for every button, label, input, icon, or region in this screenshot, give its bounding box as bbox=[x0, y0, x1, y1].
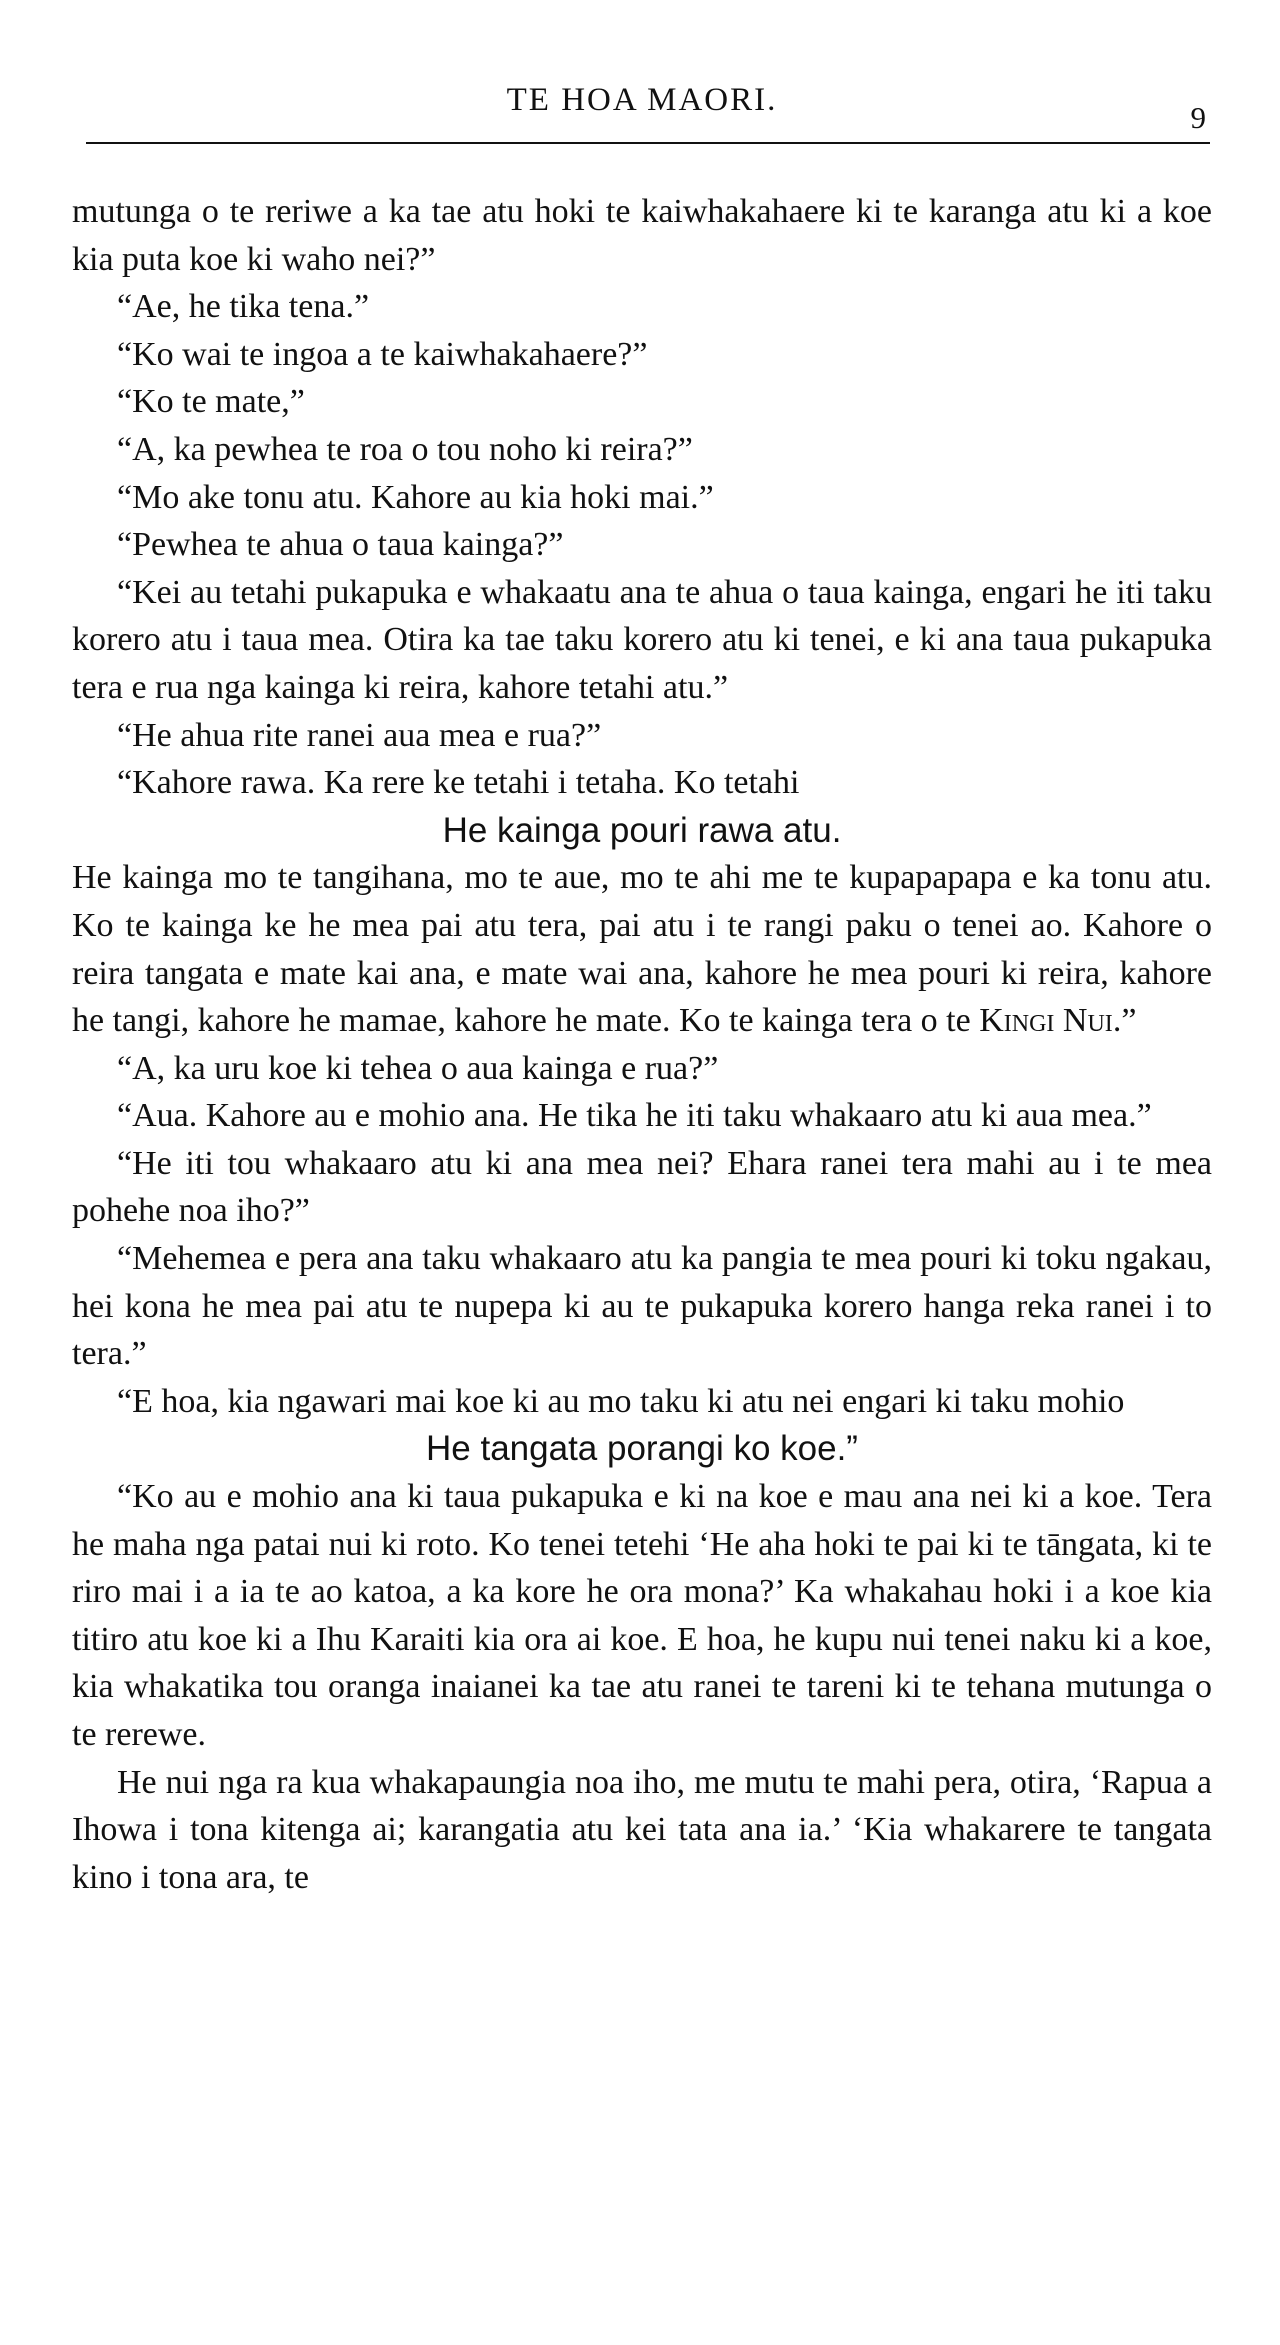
paragraph: “Mo ake tonu atu. Kahore au kia hoki mai.” bbox=[117, 478, 714, 516]
running-title: TE HOA MAORI. bbox=[506, 82, 778, 118]
paragraph: “Ko wai te ingoa a te kaiwhakahaere?” bbox=[117, 335, 648, 373]
paragraph: “Ae, he tika tena.” bbox=[117, 288, 370, 326]
paragraph: “Pewhea te ahua o taua kainga?” bbox=[117, 526, 564, 564]
paragraph: “Aua. Kahore au e mohio ana. He tika he iti taku whakaaro atu ki aua mea.” bbox=[117, 1097, 1152, 1135]
paragraph: “E hoa, kia ngawari mai koe ki au mo taku ki atu nei engari ki taku mohio bbox=[117, 1382, 1125, 1420]
paragraph: “Ko au e mohio ana ki taua pukapuka e ki na koe e mau ana nei ki a koe. Tera he maha nga patai nui ki roto. Ko tenei tetehi ‘He aha hoki te pai ki te tāngata, ki te riro mai i a ia te ao katoa, a ka kore he ora mona?’ Ka whakahau hoki i a koe kia titiro atu koe ki a Ihu Karaiti kia ora ai koe. E hoa, he kupu nui tenei naku ki a koe, kia whakatika tou oranga inaianei ka tae atu ranei te tareni ki te tehana mutunga o te rerewe. bbox=[72, 1478, 1212, 1753]
paragraph-text: He kainga mo te tangihana, mo te aue, mo te ahi me te kupapapapa e ka tonu atu. Ko te kainga ke he mea pai atu tera, pai atu i te rangi paku o tenei ao. Kahore o reira tangata e mate kai ana, e mate wai ana, kahore he mea pouri ki reira, kahore he tangi, kahore he mamae, kahore he mate. Ko te kainga tera o te bbox=[72, 859, 1212, 1040]
paragraph: “A, ka uru koe ki tehea o aua kainga e rua?” bbox=[117, 1049, 719, 1087]
book-page bbox=[72, 60, 1212, 1896]
paragraph: “Mehemea e pera ana taku whakaaro atu ka pangia te mea pouri ki toku ngakau, hei kona he mea pai atu te nupepa ki au te pukapuka korero hanga reka ranei i to tera.” bbox=[72, 1240, 1212, 1373]
paragraph: He nui nga ra kua whakapaungia noa iho, me mutu te mahi pera, otira, ‘Rapua a Ihowa i tona kitenga ai; karangatia atu kei tata ana ia.’ ‘Kia whakarere te tangata kino i tona ara, te bbox=[72, 1763, 1212, 1896]
section-heading: He kainga pouri rawa atu. bbox=[442, 810, 842, 850]
page-header bbox=[72, 60, 1212, 135]
small-caps-text: Kingi Nui bbox=[979, 1002, 1113, 1040]
paragraph: mutunga o te reriwe a ka tae atu hoki te kaiwhakahaere ki te karanga atu ki a koe kia puta koe ki waho nei?” bbox=[72, 193, 1212, 278]
paragraph: “He iti tou whakaaro atu ki ana mea nei? Ehara ranei tera mahi au i te mea pohehe noa iho?” bbox=[72, 1144, 1212, 1230]
paragraph: “A, ka pewhea te roa o tou noho ki reira?” bbox=[117, 430, 693, 468]
paragraph: “He ahua rite ranei aua mea e rua?” bbox=[117, 716, 602, 754]
paragraph: “Kei au tetahi pukapuka e whakaatu ana te ahua o taua kainga, engari he iti taku korero atu i taua mea. Otira ka tae taku korero atu ki tenei, e ki ana taua pukapuka tera e rua nga kainga ki reira, kahore tetahi atu.” bbox=[72, 573, 1212, 706]
header-rule bbox=[86, 142, 1210, 144]
paragraph: “Ko te mate,” bbox=[117, 383, 305, 421]
page-number: 9 bbox=[1190, 100, 1206, 135]
paragraph bbox=[72, 854, 1212, 1044]
page-body bbox=[72, 188, 1212, 1901]
paragraph-text: .” bbox=[1112, 1002, 1137, 1040]
section-heading: He tangata porangi ko koe.” bbox=[426, 1429, 858, 1469]
paragraph: “Kahore rawa. Ka rere ke tetahi i tetaha. Ko tetahi bbox=[117, 764, 800, 802]
